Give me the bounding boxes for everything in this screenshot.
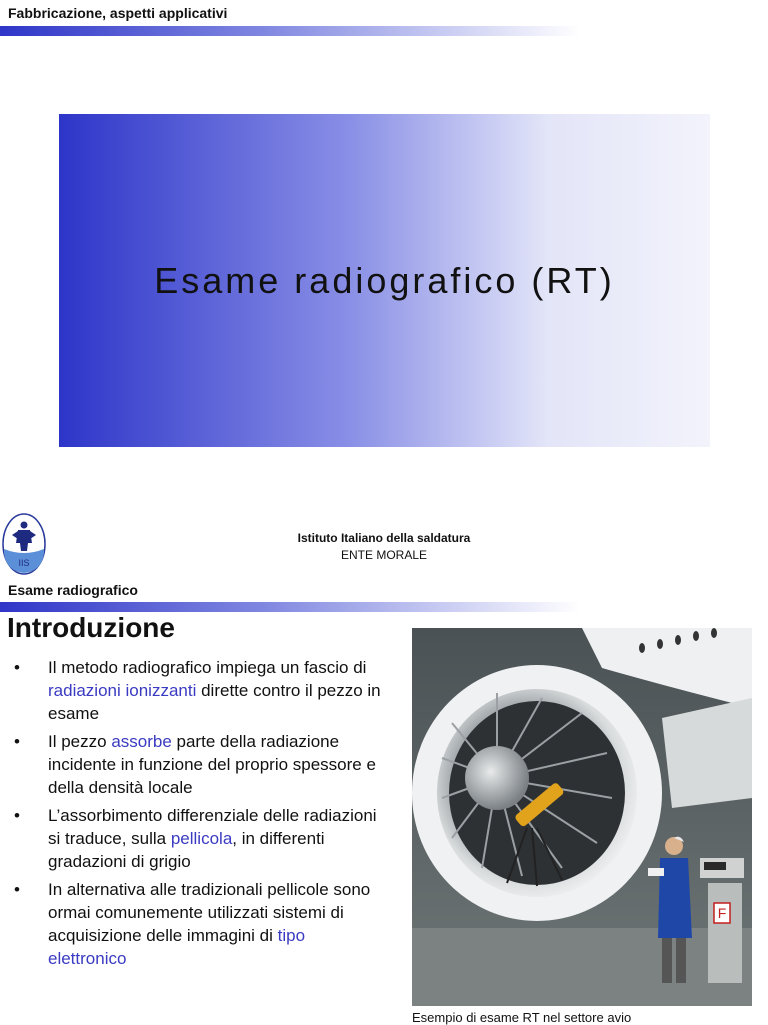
institute-subtitle: ENTE MORALE <box>340 548 427 562</box>
bullet-list <box>14 656 384 975</box>
bullet-highlight: radiazioni ionizzanti <box>48 681 197 700</box>
institute-name: Istituto Italiano della saldatura <box>297 531 471 545</box>
bullet-dot: • <box>14 658 20 677</box>
section-title-1: Fabbricazione, aspetti applicativi <box>8 5 228 21</box>
bullet-text: In alternativa alle tradizionali pellicole sono ormai comunemente utilizzati sistemi di acquisizione delle immagini di <box>48 880 371 945</box>
bullet-dot: • <box>14 806 20 825</box>
section-title-2: Esame radiografico <box>8 582 138 598</box>
bullet-text: Il metodo radiografico impiega un fascio di <box>48 658 367 677</box>
title-banner <box>59 114 710 447</box>
logo-text: IIS <box>18 558 30 568</box>
bullet-item <box>14 878 384 970</box>
bullet-text: L’assorbimento differenziale delle radiazioni si traduce, sulla <box>48 806 377 848</box>
bullet-item <box>14 804 384 873</box>
intro-heading: Introduzione <box>7 612 175 643</box>
bullet-highlight: pellicola <box>170 829 233 848</box>
bullet-dot: • <box>14 880 20 899</box>
bullet-item <box>14 730 384 799</box>
main-title: Esame radiografico (RT) <box>154 259 615 301</box>
engine-illustration <box>412 628 752 1006</box>
bullet-highlight: assorbe <box>111 732 172 751</box>
bullet-text: parte della radiazione incidente in funzione del proprio spessore e della densità locale <box>48 732 376 797</box>
bullet-text: , in differenti gradazioni di grigio <box>48 829 325 871</box>
bullet-highlight: tipo elettronico <box>48 926 306 968</box>
photo-caption: Esempio di esame RT nel settore avio <box>412 1010 632 1025</box>
bullet-dot: • <box>14 732 20 751</box>
accent-bar-1 <box>0 26 580 36</box>
bullet-text: Il pezzo <box>48 732 112 751</box>
accent-bar-2 <box>0 602 580 612</box>
panel-letter: F <box>717 905 727 921</box>
bullet-text: dirette contro il pezzo in esame <box>48 681 381 723</box>
bullet-item <box>14 656 384 725</box>
engine-inspection-photo <box>412 628 752 1006</box>
